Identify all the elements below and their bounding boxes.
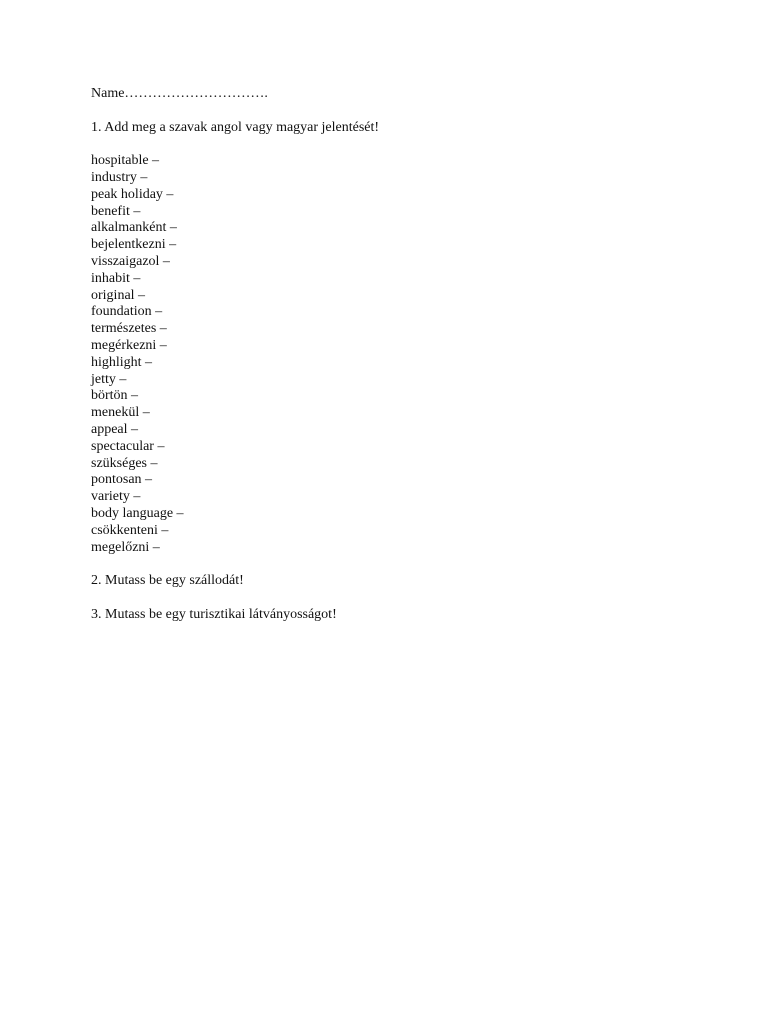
vocabulary-item: természetes –: [91, 321, 167, 337]
vocabulary-item: appeal –: [91, 421, 139, 437]
vocabulary-item: börtön –: [91, 388, 139, 404]
vocabulary-item: visszaigazol –: [91, 253, 170, 269]
spacer: [91, 556, 711, 573]
vocabulary-item: foundation –: [91, 304, 163, 320]
vocabulary-list: [91, 153, 711, 556]
vocabulary-item: csökkenteni –: [91, 522, 169, 538]
vocabulary-item: menekül –: [91, 405, 150, 421]
vocabulary-item: variety –: [91, 489, 141, 505]
vocabulary-item: spectacular –: [91, 438, 165, 454]
document-page: [91, 86, 711, 624]
vocabulary-item: jetty –: [91, 371, 127, 387]
vocabulary-item: peak holiday –: [91, 186, 174, 202]
vocabulary-item: megérkezni –: [91, 337, 167, 353]
vocabulary-item: original –: [91, 287, 146, 303]
spacer: [91, 590, 711, 607]
vocabulary-item: inhabit –: [91, 270, 141, 286]
vocabulary-item: body language –: [91, 505, 184, 521]
vocabulary-item: szükséges –: [91, 455, 158, 471]
task-2-heading: 2. Mutass be egy szállodát!: [91, 573, 244, 589]
vocabulary-item: bejelentkezni –: [91, 237, 177, 253]
task-3-heading: 3. Mutass be egy turisztikai látványosságot!: [91, 606, 337, 622]
spacer: [91, 136, 711, 153]
vocabulary-item: alkalmanként –: [91, 220, 177, 236]
vocabulary-item: hospitable –: [91, 153, 160, 169]
name-line: Name………………………….: [91, 86, 268, 101]
vocabulary-item: megelőzni –: [91, 539, 160, 555]
vocabulary-item: industry –: [91, 169, 148, 185]
vocabulary-item: benefit –: [91, 203, 141, 219]
spacer: [91, 103, 711, 120]
vocabulary-item: highlight –: [91, 354, 153, 370]
task-1-heading: 1. Add meg a szavak angol vagy magyar jelentését!: [91, 119, 380, 135]
vocabulary-item: pontosan –: [91, 472, 153, 488]
